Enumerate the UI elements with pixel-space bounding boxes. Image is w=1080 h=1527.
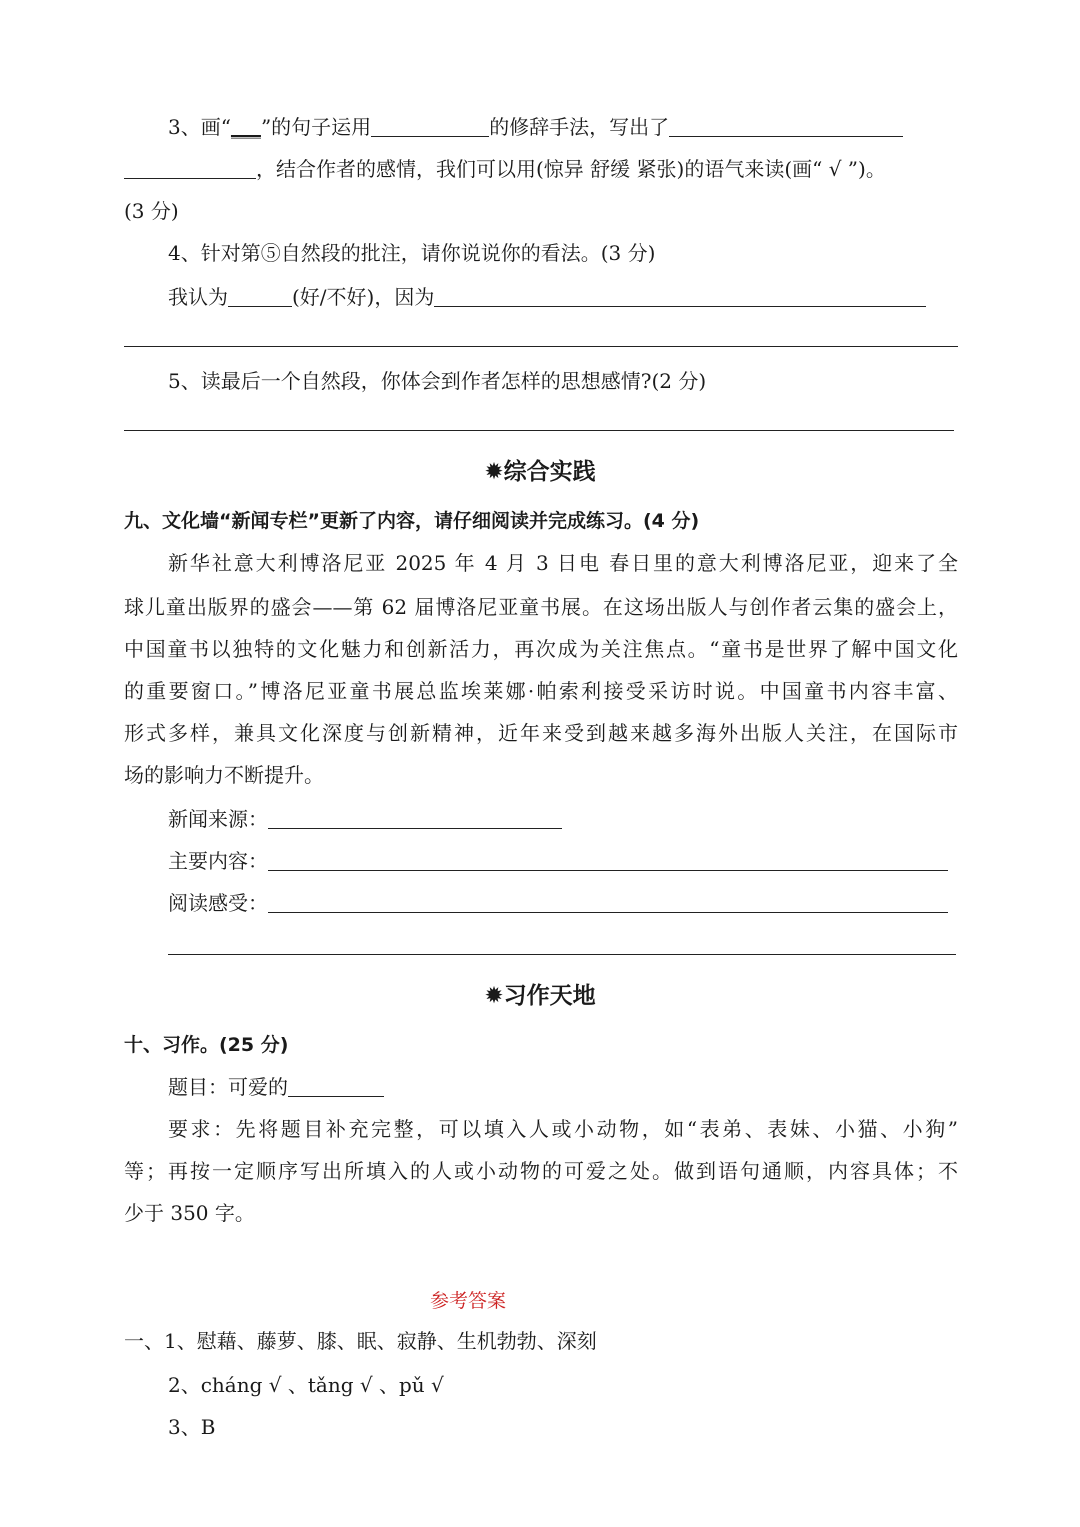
star-icon: ✹ [484, 983, 504, 1009]
q5-answer-rule[interactable] [124, 430, 954, 431]
q3-underline-mark: ___ [230, 115, 261, 139]
q9-content-blank[interactable] [268, 848, 948, 871]
q10-topic: 题目：可爱的 [168, 1072, 958, 1102]
q10-topic-blank[interactable] [288, 1074, 384, 1097]
q4-answer-rule[interactable] [124, 346, 958, 347]
answer-line-2: 2、cháng √ 、tǎng √ 、pǔ √ [168, 1373, 444, 1397]
q9-para-line-4: 的重要窗口。”博洛尼亚童书展总监埃莱娜·帕索利接受采访时说。中国童书内容丰富、 [124, 679, 958, 703]
q4-answer-line: 我认为 (好/不好)，因为 [168, 282, 958, 312]
q9-para-line-6: 场的影响力不断提升。 [124, 763, 324, 787]
q3-blank-wrote-cont[interactable] [124, 156, 256, 179]
q4-blank-opinion[interactable] [228, 284, 292, 307]
q9-feeling-blank[interactable] [268, 890, 948, 913]
q3-blank-rhetoric[interactable] [371, 114, 489, 137]
q10-req-line-3: 少于 350 字。 [124, 1201, 255, 1225]
q3-line1: 3、画“___”的句子运用 的修辞手法，写出了 [168, 112, 958, 142]
q9-source-blank[interactable] [268, 806, 562, 829]
q9-para-line-3: 中国童书以独特的文化魅力和创新活力，再次成为关注焦点。“童书是世界了解中国文化 [124, 637, 958, 661]
answer-line-1: 一、1、慰藉、藤萝、膝、眠、寂静、生机勃勃、深刻 [124, 1329, 597, 1353]
section-title-practice: ✹综合实践 [484, 459, 596, 485]
q10-title: 十、习作。(25 分) [124, 1034, 289, 1056]
q4-blank-reason[interactable] [434, 284, 926, 307]
q9-para-line-2: 球儿童出版界的盛会——第 62 届博洛尼亚童书展。在这场出版人与创作者云集的盛会上， [124, 595, 958, 619]
q10-req-line-2: 等；再按一定顺序写出所填入的人或小动物的可爱之处。做到语句通顺，内容具体；不 [124, 1159, 958, 1183]
q3-line2: ，结合作者的感情，我们可以用(惊异 舒缓 紧张)的语气来读(画“ √ ”)。 [124, 154, 958, 184]
q10-req-line-1: 要求：先将题目补充完整，可以填入人或小动物，如“表弟、表妹、小猫、小狗” [168, 1117, 958, 1141]
q9-para-line-5: 形式多样，兼具文化深度与创新精神，近年来受到越来越多海外出版人关注，在国际市 [124, 721, 958, 745]
answers-heading: 参考答案 [430, 1290, 507, 1312]
q9-title: 九、文化墙“新闻专栏”更新了内容，请仔细阅读并完成练习。(4 分) [124, 510, 700, 532]
answer-line-3: 3、B [168, 1415, 216, 1439]
q9-feeling-rule[interactable] [168, 954, 956, 955]
q3-blank-wrote[interactable] [669, 114, 903, 137]
q9-field-content: 主要内容： [168, 846, 958, 876]
q9-para-line-1: 新华社意大利博洛尼亚 2025 年 4 月 3 日电 春日里的意大利博洛尼亚，迎来了全 [168, 551, 958, 575]
q3-score: (3 分) [124, 199, 179, 223]
q9-field-feeling: 阅读感受： [168, 888, 958, 918]
q9-field-source: 新闻来源： [168, 804, 958, 834]
star-icon: ✹ [484, 459, 504, 485]
q4-text: 4、针对第⑤自然段的批注，请你说说你的看法。(3 分) [168, 241, 656, 265]
q5-text: 5、读最后一个自然段，你体会到作者怎样的思想感情?(2 分) [168, 369, 707, 393]
section-title-writing: ✹习作天地 [484, 983, 596, 1009]
